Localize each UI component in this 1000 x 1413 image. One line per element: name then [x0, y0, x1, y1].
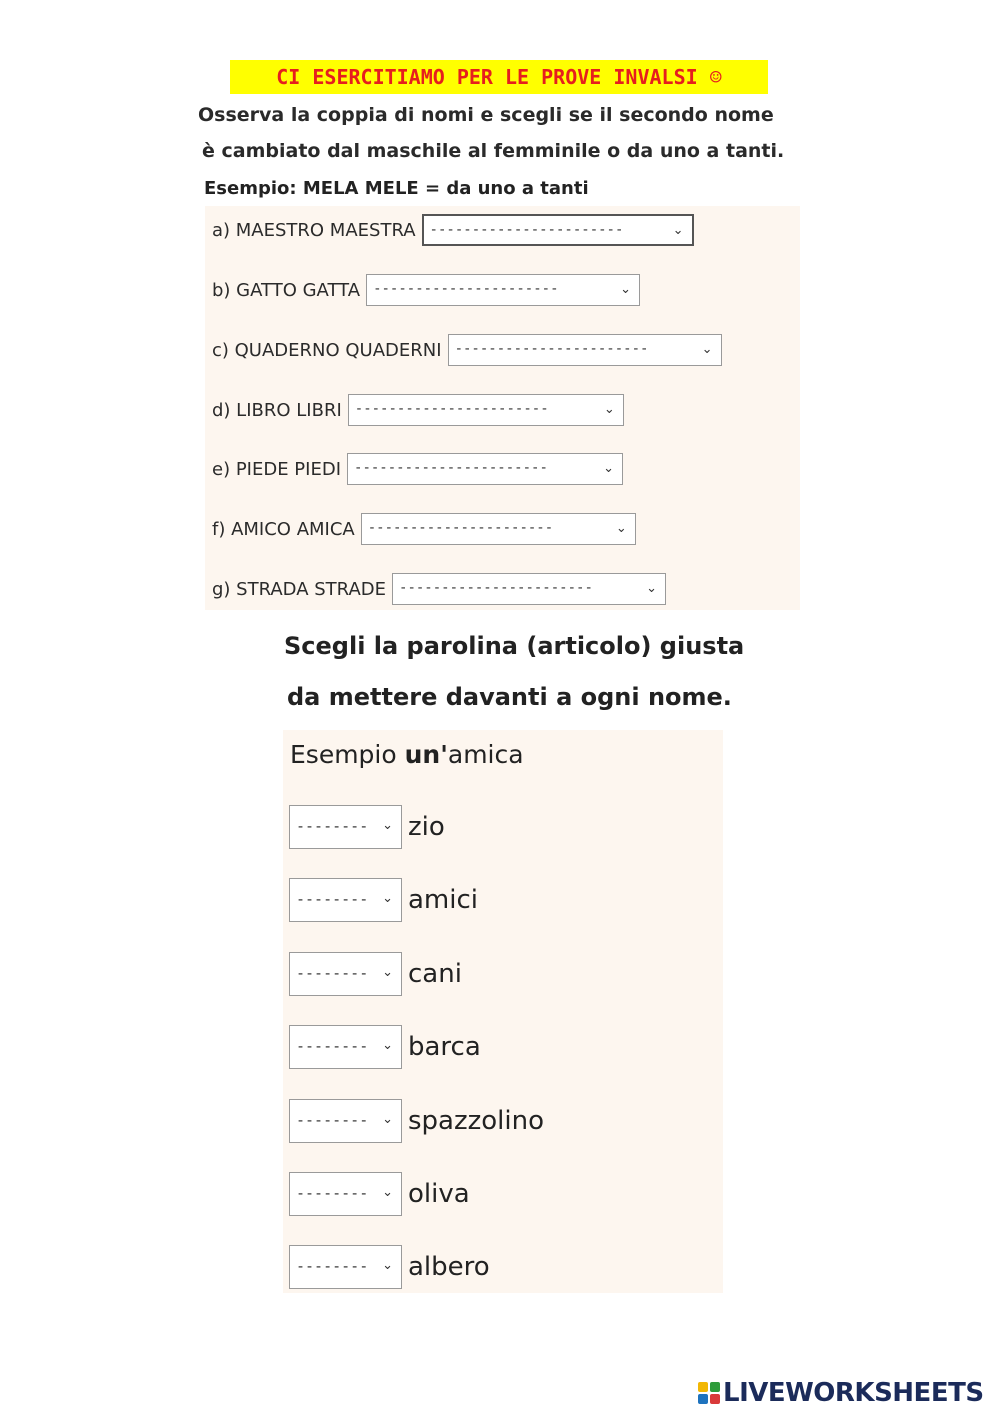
chevron-down-icon: ⌄ [382, 965, 393, 980]
article-dropdown[interactable] [289, 1245, 402, 1289]
pair-label: e) PIEDE PIEDI [212, 458, 342, 480]
dropdown-value: ---------------------- [373, 281, 559, 297]
exercise-1-row [212, 393, 624, 427]
noun-label: albero [408, 1252, 490, 1282]
pair-label: a) MAESTRO MAESTRA [212, 219, 416, 241]
exercise-1-row [212, 452, 623, 486]
dropdown-value: ----------------------- [454, 341, 649, 357]
dropdown-value: ----------------------- [354, 401, 549, 417]
noun-label: amici [408, 885, 479, 915]
page-title: CI ESERCITIAMO PER LE PROVE INVALSI ☺ [230, 60, 768, 94]
article-dropdown[interactable] [289, 952, 402, 996]
liveworksheets-logo [698, 1376, 984, 1410]
answer-dropdown[interactable] [366, 274, 640, 306]
exercise-1-row [212, 572, 666, 606]
dropdown-value: ----------------------- [429, 222, 624, 238]
dropdown-value: -------- [296, 1184, 369, 1202]
dropdown-value: -------- [296, 1037, 369, 1055]
instructions-line-1: Osserva la coppia di nomi e scegli se il secondo nome [198, 104, 774, 126]
chevron-down-icon: ⌄ [615, 521, 627, 536]
chevron-down-icon: ⌄ [382, 818, 393, 833]
pair-label: f) AMICO AMICA [212, 518, 355, 540]
chevron-down-icon: ⌄ [382, 1185, 393, 1200]
section-2-heading-line-2: da mettere davanti a ogni nome. [287, 683, 732, 711]
pair-label: d) LIBRO LIBRI [212, 399, 342, 421]
exercise-2-row [289, 952, 462, 996]
dropdown-value: ----------------------- [354, 460, 548, 476]
dropdown-value: -------- [296, 817, 369, 835]
pair-label: c) QUADERNO QUADERNI [212, 339, 442, 361]
exercise-2-row [289, 1025, 481, 1069]
chevron-down-icon: ⌄ [603, 461, 615, 476]
chevron-down-icon: ⌄ [382, 1112, 393, 1127]
instructions-line-2: è cambiato dal maschile al femminile o da uno a tanti. [202, 140, 785, 162]
dropdown-value: -------- [296, 1257, 369, 1275]
chevron-down-icon: ⌄ [382, 1258, 393, 1273]
exercise-1-row [212, 512, 636, 546]
chevron-down-icon: ⌄ [646, 581, 658, 596]
answer-dropdown[interactable] [392, 573, 666, 605]
chevron-down-icon: ⌄ [620, 282, 632, 297]
noun-label: cani [408, 959, 462, 989]
liveworksheets-logo-icon [698, 1382, 720, 1404]
exercise-2-row [289, 1172, 470, 1216]
dropdown-value: ----------------------- [399, 580, 593, 596]
article-dropdown[interactable] [289, 878, 402, 922]
dropdown-value: -------- [296, 964, 369, 982]
exercise-2-row [289, 1099, 544, 1143]
noun-label: spazzolino [408, 1106, 545, 1136]
exercise-2-row [289, 805, 445, 849]
example-2-article: un' [404, 740, 448, 769]
noun-label: oliva [408, 1179, 470, 1209]
answer-dropdown[interactable] [422, 214, 694, 246]
chevron-down-icon: ⌄ [701, 342, 713, 357]
chevron-down-icon: ⌄ [603, 402, 615, 417]
pair-label: g) STRADA STRADE [212, 578, 387, 600]
article-dropdown[interactable] [289, 1099, 402, 1143]
example-2 [290, 740, 524, 769]
answer-dropdown[interactable] [361, 513, 636, 545]
exercise-1-row [212, 213, 694, 247]
exercise-2-row [289, 878, 478, 922]
noun-label: barca [408, 1032, 481, 1062]
exercise-2-row [289, 1245, 490, 1289]
answer-dropdown[interactable] [348, 394, 624, 426]
chevron-down-icon: ⌄ [672, 223, 684, 238]
pair-label: b) GATTO GATTA [212, 279, 361, 301]
exercise-1-row [212, 273, 640, 307]
dropdown-value: -------- [296, 1111, 369, 1129]
chevron-down-icon: ⌄ [382, 891, 393, 906]
example-1: Esempio: MELA MELE = da uno a tanti [204, 178, 589, 199]
dropdown-value: ---------------------- [367, 520, 554, 536]
logo-text: LIVEWORKSHEETS [723, 1378, 984, 1408]
article-dropdown[interactable] [289, 805, 402, 849]
answer-dropdown[interactable] [347, 453, 623, 485]
example-2-prefix: Esempio [290, 740, 405, 769]
section-2-heading-line-1: Scegli la parolina (articolo) giusta [284, 632, 745, 660]
chevron-down-icon: ⌄ [382, 1038, 393, 1053]
answer-dropdown[interactable] [448, 334, 722, 366]
article-dropdown[interactable] [289, 1172, 402, 1216]
dropdown-value: -------- [296, 890, 369, 908]
exercise-1-row [212, 333, 722, 367]
article-dropdown[interactable] [289, 1025, 402, 1069]
noun-label: zio [408, 812, 445, 842]
example-2-noun: amica [447, 740, 524, 769]
